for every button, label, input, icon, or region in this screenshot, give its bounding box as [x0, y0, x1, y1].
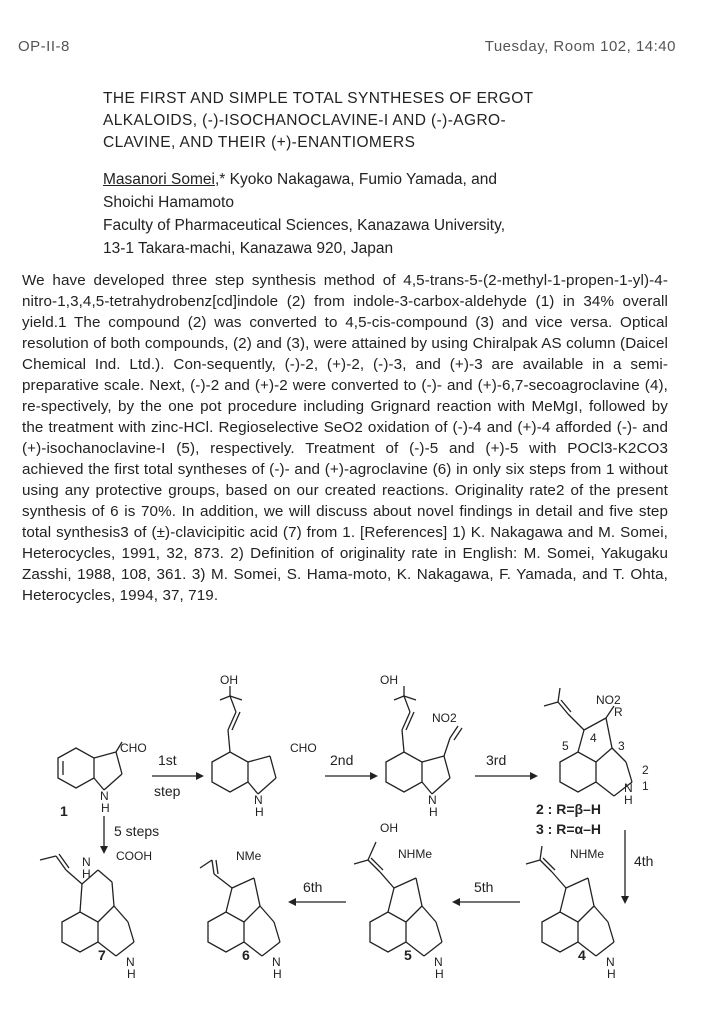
synthesis-scheme	[0, 670, 704, 1017]
compound-number-4: 4	[578, 947, 586, 963]
label-h-2: H	[624, 793, 633, 807]
co-authors: ,* Kyoko Nakagawa, Fumio Yamada, and	[215, 171, 498, 188]
author-line-1	[103, 168, 603, 191]
label-hh-7: H	[127, 967, 136, 981]
label-h-7: H	[82, 867, 91, 881]
affiliation: Faculty of Pharmaceutical Sciences, Kanazawa University,	[103, 217, 506, 234]
title-line-1: THE FIRST AND SIMPLE TOTAL SYNTHESES OF ERGOT	[103, 90, 534, 107]
step-label-5-steps: 5 steps	[114, 823, 160, 839]
label-nh-a: N	[254, 793, 263, 807]
label-nhme-5: NHMe	[398, 847, 433, 861]
label-ring-1: 1	[642, 779, 649, 793]
compound-2-caption: 2 : R=β–H	[536, 801, 601, 817]
scheme-svg	[0, 670, 704, 1017]
intermediate-a-structure	[212, 686, 276, 794]
step-label-5th: 5th	[474, 879, 494, 895]
label-nh-1: N	[100, 789, 109, 803]
label-r-2: R	[614, 705, 623, 719]
compound-3-caption: 3 : R=α–H	[536, 821, 602, 837]
title-line-2: ALKALOIDS, (-)-ISOCHANOCLAVINE-I AND (-)-AGRO-	[103, 112, 507, 129]
label-no2-b: NO2	[432, 711, 457, 725]
label-n-7: N	[82, 855, 91, 869]
title-line-3: CLAVINE, AND THEIR (+)-ENANTIOMERS	[103, 134, 416, 151]
compound-number-7: 7	[98, 947, 106, 963]
label-nh-4: N	[606, 955, 615, 969]
step-label-step: step	[154, 783, 181, 799]
label-h-a: H	[255, 805, 264, 819]
label-nh-7: N	[126, 955, 135, 969]
label-nh-2: N	[624, 781, 633, 795]
compound-1-structure	[58, 742, 122, 790]
compound-number-5: 5	[404, 947, 412, 963]
step-label-3rd: 3rd	[486, 752, 507, 768]
compound-6-structure	[200, 860, 280, 956]
label-no2-2: NO2	[596, 693, 621, 707]
presenting-author: Masanori Somei	[103, 171, 215, 188]
label-h-b: H	[429, 805, 438, 819]
label-oh-a: OH	[220, 673, 238, 687]
label-nme-6: NMe	[236, 849, 262, 863]
intermediate-b-structure	[386, 686, 462, 794]
label-cho-a: CHO	[290, 741, 317, 755]
compound-number-1: 1	[60, 803, 68, 819]
label-h-4: H	[607, 967, 616, 981]
step-label-2nd: 2nd	[330, 752, 354, 768]
step-label-4th: 4th	[634, 853, 654, 869]
compound-4-structure	[526, 846, 614, 956]
session-code: OP-II-8	[18, 38, 70, 55]
paper-title	[103, 88, 603, 154]
step-label-6th: 6th	[303, 879, 323, 895]
label-nh-5: N	[434, 955, 443, 969]
label-ring-5: 5	[562, 739, 569, 753]
label-nh-6: N	[272, 955, 281, 969]
label-h-1: H	[101, 801, 110, 815]
label-ring-4: 4	[590, 731, 597, 745]
author-block	[103, 168, 603, 260]
label-h-5: H	[435, 967, 444, 981]
label-nh-b: N	[428, 793, 437, 807]
step-label-1st: 1st	[158, 752, 177, 768]
address: 13-1 Takara-machi, Kanazawa 920, Japan	[103, 240, 394, 257]
session-time: Tuesday, Room 102, 14:40	[484, 38, 676, 55]
compound-number-6: 6	[242, 947, 250, 963]
label-ring-2: 2	[642, 763, 649, 777]
label-cooh-7: COOH	[116, 849, 152, 863]
author-line-2: Shoichi Hamamoto	[103, 194, 234, 211]
label-cho-1: CHO	[120, 741, 147, 755]
label-h-6: H	[273, 967, 282, 981]
label-nhme-4: NHMe	[570, 847, 605, 861]
label-oh-5: OH	[380, 821, 398, 835]
abstract-text: We have developed three step synthesis method of 4,5-trans-5-(2-methyl-1-propen-1-yl)-4-nitro-1,3,4,5-tetrahydrobenz[cd]indole (2) from indole-3-carbox-aldehyde (1) in 34% overall yield.1 The compound (2) was converted to 4,5-cis-compound (3) and vice versa. Optical resolution of both compounds, (2) and (3), were attained by using Chiralpak AS column (Daicel Chemical Ind. Ltd.). Con-sequently, (-)-2, (+)-2, (-)-3, and (+)-3 are available in a semi-preparative scale. Next, (-)-2 and (+)-2 were converted to (-)- and (+)-6,7-secoagroclavine (4), re-spectively, by the one pot procedure including Grignard reaction with MeMgI, followed by the treatment with zinc-HCl. Regioselective SeO2 oxidation of (-)-4 and (+)-4 afforded (-)- and (+)-isochanoclavine-I (5), respectively. Treatment of (-)-5 and (+)-5 with POCl3-K2CO3 achieved the first total syntheses of (-)- and (+)-agroclavine (6) in only six steps from 1 without using any protective groups, based on our created reactions. Originality rate2 of the present synthesis of 6 is 70%. In addition, we will discuss about novel findings in detail and five step total synthesis3 of (±)-clavicipitic acid (7) from 1. [References] 1) K. Nakagawa and M. Somei, Heterocycles, 1991, 32, 873. 2) Definition of originality rate in English: M. Somei, Yakugaku Zasshi, 1988, 108, 361. 3) M. Somei, S. Hama-moto, K. Nakagawa, F. Yamada, and T. Ohta, Heterocycles, 1994, 37, 719.	[22, 272, 668, 604]
label-ring-3: 3	[618, 739, 625, 753]
label-oh-b: OH	[380, 673, 398, 687]
